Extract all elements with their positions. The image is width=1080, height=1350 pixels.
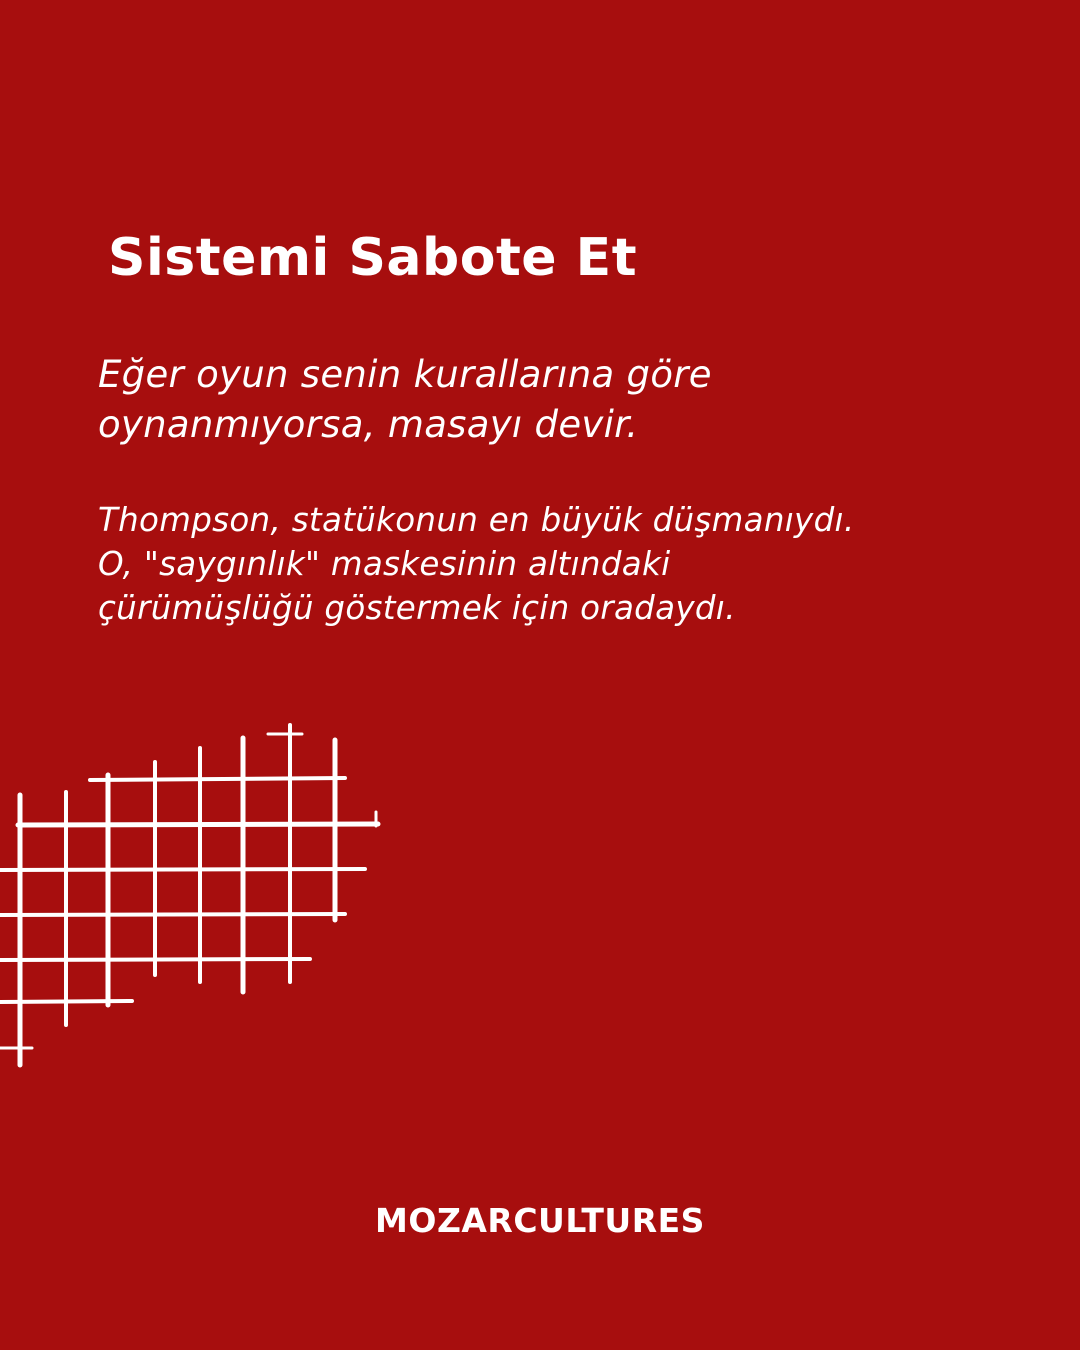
hand-drawn-grid-icon bbox=[0, 720, 390, 1080]
brand-name: MOZARCULTURES bbox=[375, 1201, 705, 1240]
post-body: Thompson, statükonun en büyük düşmanıydı. O, "saygınlık" maskesinin altındaki çürümüşlüğü göstermek için oradaydı. bbox=[98, 501, 855, 627]
post-subtitle: Eğer oyun senin kurallarına göre oynanmıyorsa, masayı devir. bbox=[98, 353, 712, 446]
post-title: Sistemi Sabote Et bbox=[108, 228, 638, 288]
